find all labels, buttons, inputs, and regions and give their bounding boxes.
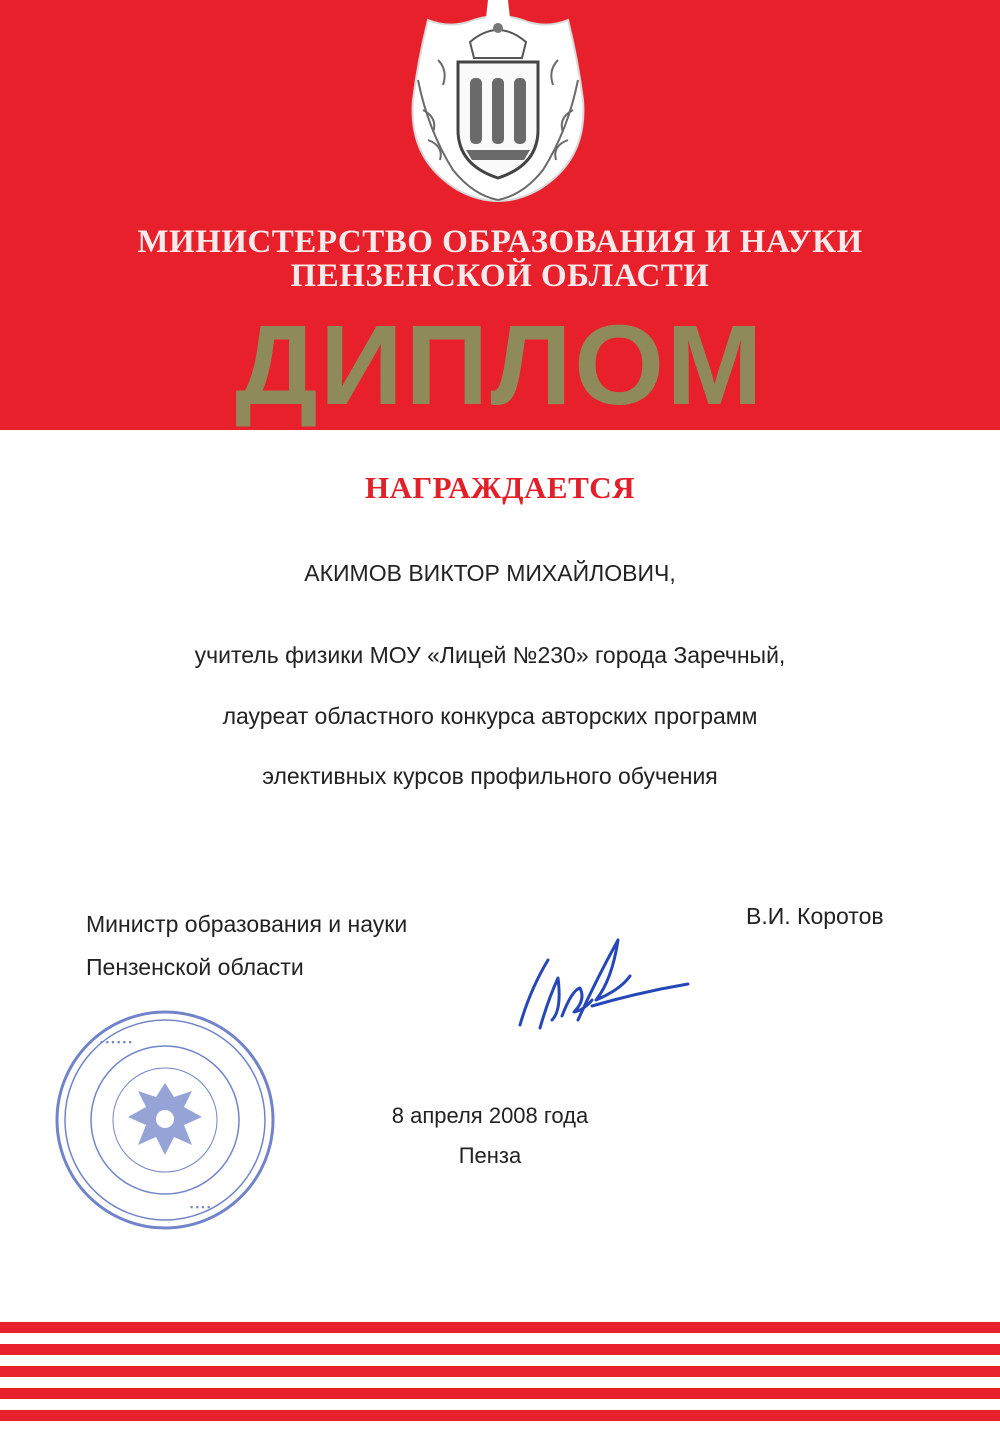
issue-date-block [0,1096,980,1176]
signatory-name: В.И. Коротов [746,903,884,929]
coat-of-arms-icon [398,0,598,215]
diploma-title: ДИПЛОМ [235,301,765,429]
stripe [0,1322,1000,1333]
red-header [0,0,1000,430]
awarded-heading: НАГРАЖДАЕТСЯ [364,470,636,505]
svg-text:▪ ▪ ▪ ▪ ▪ ▪: ▪ ▪ ▪ ▪ ▪ ▪ [100,1037,132,1047]
ministry-name-line2: ПЕНЗЕНСКОЙ ОБЛАСТИ [290,258,710,294]
stripe [0,1388,1000,1399]
stripe [0,1344,1000,1355]
svg-text:▪ ▪ ▪ ▪: ▪ ▪ ▪ ▪ [190,1202,211,1212]
handwritten-signature-icon [500,920,700,1040]
stripe [0,1366,1000,1377]
issue-city: Пенза [458,1143,522,1168]
award-reason-line2: элективных курсов профильного обучения [262,763,718,789]
issue-date: 8 апреля 2008 года [391,1103,589,1128]
signatory-position-line2: Пензенской области [86,954,304,980]
bottom-stripes [0,1322,1000,1432]
recipient-position: учитель физики МОУ «Лицей №230» города Заречный, [194,642,786,668]
award-reason-line1: лауреат областного конкурса авторских программ [222,703,758,729]
signatory-position-line1: Министр образования и науки [86,911,408,937]
ministry-name-line1: МИНИСТЕРСТВО ОБРАЗОВАНИЯ И НАУКИ [137,224,863,260]
signatory-position [86,903,407,989]
stripe [0,1410,1000,1421]
recipient-name: АКИМОВ ВИКТОР МИХАЙЛОВИЧ, [304,560,676,586]
